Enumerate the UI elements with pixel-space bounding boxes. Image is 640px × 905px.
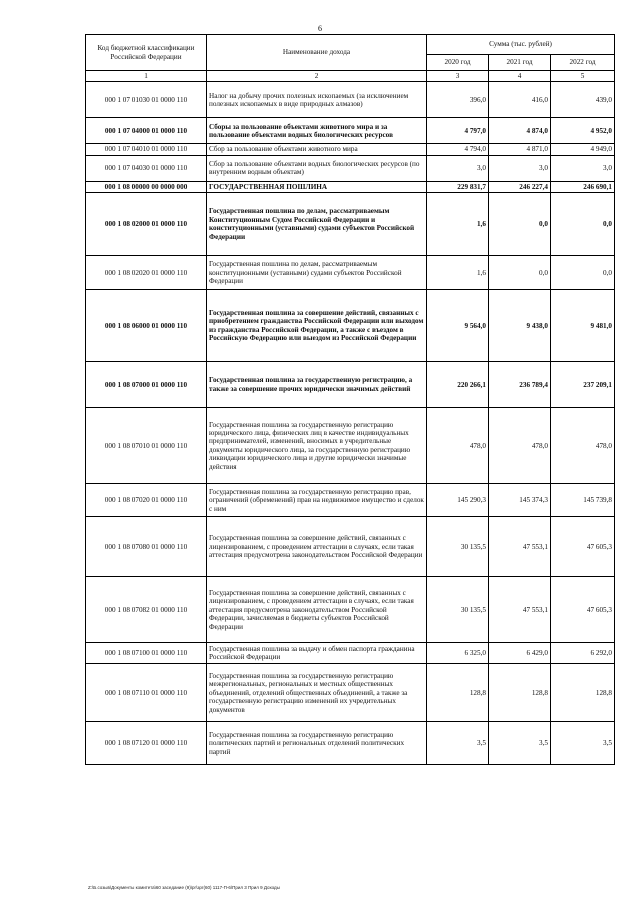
code-cell: 000 1 07 01030 01 0000 110 xyxy=(86,82,207,118)
code-cell: 000 1 08 02020 01 0000 110 xyxy=(86,256,207,290)
value-2021-cell: 478,0 xyxy=(489,408,551,484)
index-cell: 3 xyxy=(427,71,489,82)
code-cell: 000 1 08 07100 01 0000 110 xyxy=(86,643,207,664)
value-2020-cell: 128,8 xyxy=(427,664,489,722)
value-2020-cell: 396,0 xyxy=(427,82,489,118)
name-cell: Государственная пошлина по делам, рассматриваемым Конституционным Судом Российской Федерации и конституционными (уставными) судами субъектов Российской Федерации xyxy=(207,193,427,256)
value-2020-cell: 145 290,3 xyxy=(427,484,489,517)
header-year-2021: 2021 год xyxy=(489,55,551,71)
value-2020-cell: 9 564,0 xyxy=(427,290,489,362)
index-cell: 5 xyxy=(551,71,615,82)
table-row xyxy=(86,484,615,517)
value-2021-cell: 4 874,0 xyxy=(489,118,551,144)
name-cell: Государственная пошлина за совершение действий, связанных с лицензированием, с проведением аттестации в случаях, если такая аттестация предусмотрена законодательством Российской Федерации xyxy=(207,517,427,577)
value-2022-cell: 47 605,3 xyxy=(551,577,615,643)
value-2022-cell: 0,0 xyxy=(551,256,615,290)
revenue-table xyxy=(85,34,615,765)
name-cell: Сбор за пользование объектами водных биологических ресурсов (по внутренним водным объектам) xyxy=(207,155,427,181)
index-cell: 4 xyxy=(489,71,551,82)
value-2020-cell: 6 325,0 xyxy=(427,643,489,664)
value-2020-cell: 3,5 xyxy=(427,722,489,765)
table-row xyxy=(86,362,615,408)
table-row xyxy=(86,643,615,664)
value-2022-cell: 478,0 xyxy=(551,408,615,484)
code-cell: 000 1 08 07080 01 0000 110 xyxy=(86,517,207,577)
name-cell: Государственная пошлина за совершение действий, связанных с лицензированием, с проведением аттестации в случаях, если такая аттестация предусмотрена законодательством Российской Федерации, зачисляемая в бюджеты субъектов Российской Федерации xyxy=(207,577,427,643)
table-row xyxy=(86,408,615,484)
value-2020-cell: 1,6 xyxy=(427,193,489,256)
value-2020-cell: 30 135,5 xyxy=(427,577,489,643)
index-cell: 1 xyxy=(86,71,207,82)
value-2022-cell: 237 209,1 xyxy=(551,362,615,408)
code-cell: 000 1 08 07120 01 0000 110 xyxy=(86,722,207,765)
value-2020-cell: 3,0 xyxy=(427,155,489,181)
table-row xyxy=(86,722,615,765)
value-2022-cell: 9 481,0 xyxy=(551,290,615,362)
table-row xyxy=(86,155,615,181)
value-2020-cell: 220 266,1 xyxy=(427,362,489,408)
value-2021-cell: 236 789,4 xyxy=(489,362,551,408)
value-2022-cell: 145 739,8 xyxy=(551,484,615,517)
name-cell: Сборы за пользование объектами животного мира и за пользование объектами водных биологических ресурсов xyxy=(207,118,427,144)
index-cell: 2 xyxy=(207,71,427,82)
value-2022-cell: 4 952,0 xyxy=(551,118,615,144)
value-2020-cell: 4 797,0 xyxy=(427,118,489,144)
name-cell: ГОСУДАРСТВЕННАЯ ПОШЛИНА xyxy=(207,181,427,192)
value-2021-cell: 4 871,0 xyxy=(489,144,551,155)
header-code: Код бюджетной классификации Российской Федерации xyxy=(86,35,207,71)
value-2022-cell: 6 292,0 xyxy=(551,643,615,664)
name-cell: Сбор за пользование объектами животного мира xyxy=(207,144,427,155)
code-cell: 000 1 07 04000 01 0000 110 xyxy=(86,118,207,144)
value-2022-cell: 4 949,0 xyxy=(551,144,615,155)
table-row xyxy=(86,256,615,290)
table-row xyxy=(86,517,615,577)
name-cell: Государственная пошлина за государственную регистрацию политических партий и региональных отделений политических партий xyxy=(207,722,427,765)
value-2021-cell: 47 553,1 xyxy=(489,517,551,577)
table-body xyxy=(86,82,615,765)
value-2022-cell: 3,5 xyxy=(551,722,615,765)
value-2021-cell: 9 438,0 xyxy=(489,290,551,362)
code-cell: 000 1 08 07020 01 0000 110 xyxy=(86,484,207,517)
name-cell: Государственная пошлина за государственную регистрацию межрегиональных, региональных и местных общественных объединений, отделений общественных объединений, а также за государственную регистрацию изменений их учредительных документов xyxy=(207,664,427,722)
code-cell: 000 1 08 07010 01 0000 110 xyxy=(86,408,207,484)
code-cell: 000 1 07 04030 01 0000 110 xyxy=(86,155,207,181)
value-2022-cell: 3,0 xyxy=(551,155,615,181)
value-2021-cell: 128,8 xyxy=(489,664,551,722)
value-2020-cell: 229 831,7 xyxy=(427,181,489,192)
code-cell: 000 1 08 07110 01 0000 110 xyxy=(86,664,207,722)
code-cell: 000 1 07 04010 01 0000 110 xyxy=(86,144,207,155)
header-name: Наименование дохода xyxy=(207,35,427,71)
table-row xyxy=(86,664,615,722)
name-cell: Государственная пошлина за государственную регистрацию прав, ограничений (обременений) прав на недвижимое имущество и сделок с ним xyxy=(207,484,427,517)
table-row xyxy=(86,82,615,118)
value-2021-cell: 3,0 xyxy=(489,155,551,181)
value-2022-cell: 0,0 xyxy=(551,193,615,256)
name-cell: Государственная пошлина за государственную регистрацию, а также за совершение прочих юридически значимых действий xyxy=(207,362,427,408)
name-cell: Государственная пошлина за совершение действий, связанных с приобретением гражданства Российской Федерации или выходом из гражданства Российской Федерации, а также с въездом в Российскую Федерацию или выездом из Российской Федерации xyxy=(207,290,427,362)
page-number: 6 xyxy=(318,24,322,33)
code-cell: 000 1 08 02000 01 0000 110 xyxy=(86,193,207,256)
value-2021-cell: 3,5 xyxy=(489,722,551,765)
table-row xyxy=(86,118,615,144)
code-cell: 000 1 08 06000 01 0000 110 xyxy=(86,290,207,362)
table-row xyxy=(86,577,615,643)
value-2021-cell: 47 553,1 xyxy=(489,577,551,643)
table-row xyxy=(86,193,615,256)
value-2021-cell: 246 227,4 xyxy=(489,181,551,192)
value-2020-cell: 1,6 xyxy=(427,256,489,290)
file-path-footer: Z:\Б.созыв\Документы комитета\60 заседание (9)\рг\зрг(60) 1117-П-6\Прил 3 Прил 9 Доходы xyxy=(88,885,280,890)
value-2022-cell: 246 690,1 xyxy=(551,181,615,192)
value-2022-cell: 47 605,3 xyxy=(551,517,615,577)
header-year-2020: 2020 год xyxy=(427,55,489,71)
header-sum: Сумма (тыс. рублей) xyxy=(427,35,615,55)
name-cell: Государственная пошлина за государственную регистрацию юридического лица, физических лиц в качестве индивидуальных предпринимателей, изменений, вносимых в учредительные документы юридического лица, за государственную регистрацию ликвидации юридического лица и другие юридически значимые действия xyxy=(207,408,427,484)
value-2022-cell: 439,0 xyxy=(551,82,615,118)
table-row xyxy=(86,144,615,155)
value-2021-cell: 6 429,0 xyxy=(489,643,551,664)
name-cell: Налог на добычу прочих полезных ископаемых (за исключением полезных ископаемых в виде природных алмазов) xyxy=(207,82,427,118)
value-2021-cell: 0,0 xyxy=(489,256,551,290)
table-row xyxy=(86,181,615,192)
value-2020-cell: 4 794,0 xyxy=(427,144,489,155)
code-cell: 000 1 08 07082 01 0000 110 xyxy=(86,577,207,643)
value-2020-cell: 30 135,5 xyxy=(427,517,489,577)
code-cell: 000 1 08 00000 00 0000 000 xyxy=(86,181,207,192)
name-cell: Государственная пошлина за выдачу и обмен паспорта гражданина Российской Федерации xyxy=(207,643,427,664)
code-cell: 000 1 08 07000 01 0000 110 xyxy=(86,362,207,408)
value-2022-cell: 128,8 xyxy=(551,664,615,722)
name-cell: Государственная пошлина по делам, рассматриваемым конституционными (уставными) судами субъектов Российской Федерации xyxy=(207,256,427,290)
table-row xyxy=(86,290,615,362)
value-2021-cell: 0,0 xyxy=(489,193,551,256)
value-2021-cell: 145 374,3 xyxy=(489,484,551,517)
value-2020-cell: 478,0 xyxy=(427,408,489,484)
header-year-2022: 2022 год xyxy=(551,55,615,71)
value-2021-cell: 416,0 xyxy=(489,82,551,118)
